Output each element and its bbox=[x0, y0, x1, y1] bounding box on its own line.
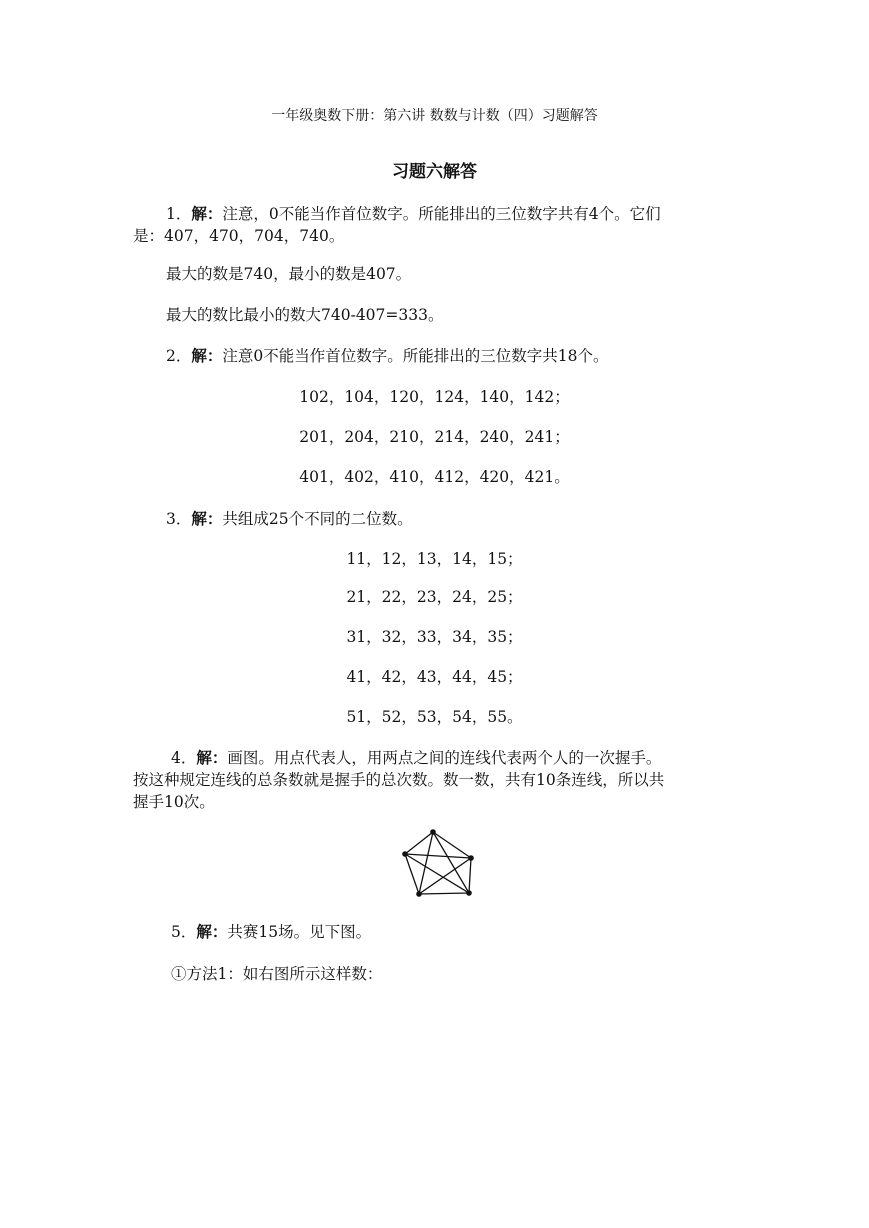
q5-number: 5． bbox=[171, 923, 197, 941]
diagonal bbox=[405, 854, 471, 858]
edge bbox=[419, 893, 469, 894]
q1-number: 1． bbox=[166, 205, 192, 223]
q3-row: 51，52，53，54，55。 bbox=[346, 708, 523, 726]
q5-method: ①方法1：如右图所示这样数： bbox=[171, 965, 383, 983]
person-dot bbox=[466, 890, 472, 896]
q3-text: 共组成25个不同的二位数。 bbox=[222, 510, 413, 528]
q3-number: 3． bbox=[166, 510, 192, 528]
q2-number: 2． bbox=[166, 347, 192, 365]
q2-row: 201，204，210，214，240，241； bbox=[299, 428, 570, 446]
page-title: 习题六解答 bbox=[392, 162, 477, 182]
q5-label: 解： bbox=[196, 922, 228, 941]
q4-number: 4． bbox=[171, 749, 197, 767]
q5-line bbox=[171, 922, 371, 942]
q4-text: 画图。用点代表人，用两点之间的连线代表两个人的一次握手。 bbox=[227, 749, 662, 767]
q3-row: 11，12，13，14，15； bbox=[346, 550, 523, 568]
page-header: 一年级奥数下册：第六讲 数数与计数（四）习题解答 bbox=[271, 108, 598, 124]
person-dot bbox=[430, 829, 436, 835]
q3-row: 21，22，23，24，25； bbox=[346, 588, 523, 606]
q3-line bbox=[166, 509, 413, 529]
q3-row: 31，32，33，34，35； bbox=[346, 628, 523, 646]
edge bbox=[469, 858, 471, 893]
person-dot bbox=[402, 851, 408, 857]
handshake-pentagon-figure bbox=[399, 827, 479, 899]
q1-label: 解： bbox=[191, 204, 223, 223]
q2-label: 解： bbox=[191, 346, 223, 365]
q4-line1 bbox=[171, 748, 661, 768]
q3-row: 41，42，43，44，45； bbox=[346, 668, 523, 686]
q4-line3: 握手10次。 bbox=[133, 793, 215, 811]
q4-label: 解： bbox=[196, 748, 228, 767]
q1-line2: 是：407，470，704，740。 bbox=[133, 227, 345, 245]
q5-text: 共赛15场。见下图。 bbox=[227, 923, 372, 941]
edge bbox=[433, 832, 471, 858]
q2-line bbox=[166, 346, 608, 366]
diagonal bbox=[405, 854, 469, 893]
person-dot bbox=[468, 855, 474, 861]
q1-line3: 最大的数是740，最小的数是407。 bbox=[166, 265, 412, 283]
q1-line1 bbox=[166, 204, 661, 224]
q1-line4: 最大的数比最小的数大740-407=333。 bbox=[166, 306, 444, 324]
q2-row: 102，104，120，124，140，142； bbox=[299, 388, 570, 406]
q1-text: 注意，0不能当作首位数字。所能排出的三位数字共有4个。它们 bbox=[222, 205, 661, 223]
q2-text: 注意0不能当作首位数字。所能排出的三位数字共18个。 bbox=[222, 347, 609, 365]
q4-line2: 按这种规定连线的总条数就是握手的总次数。数一数，共有10条连线，所以共 bbox=[133, 771, 665, 789]
q2-row: 401，402，410，412，420，421。 bbox=[299, 468, 570, 486]
pentagon-edges bbox=[405, 832, 471, 894]
diagonal bbox=[419, 858, 471, 894]
person-dot bbox=[416, 891, 422, 897]
q3-label: 解： bbox=[191, 509, 223, 528]
edge bbox=[405, 854, 419, 894]
